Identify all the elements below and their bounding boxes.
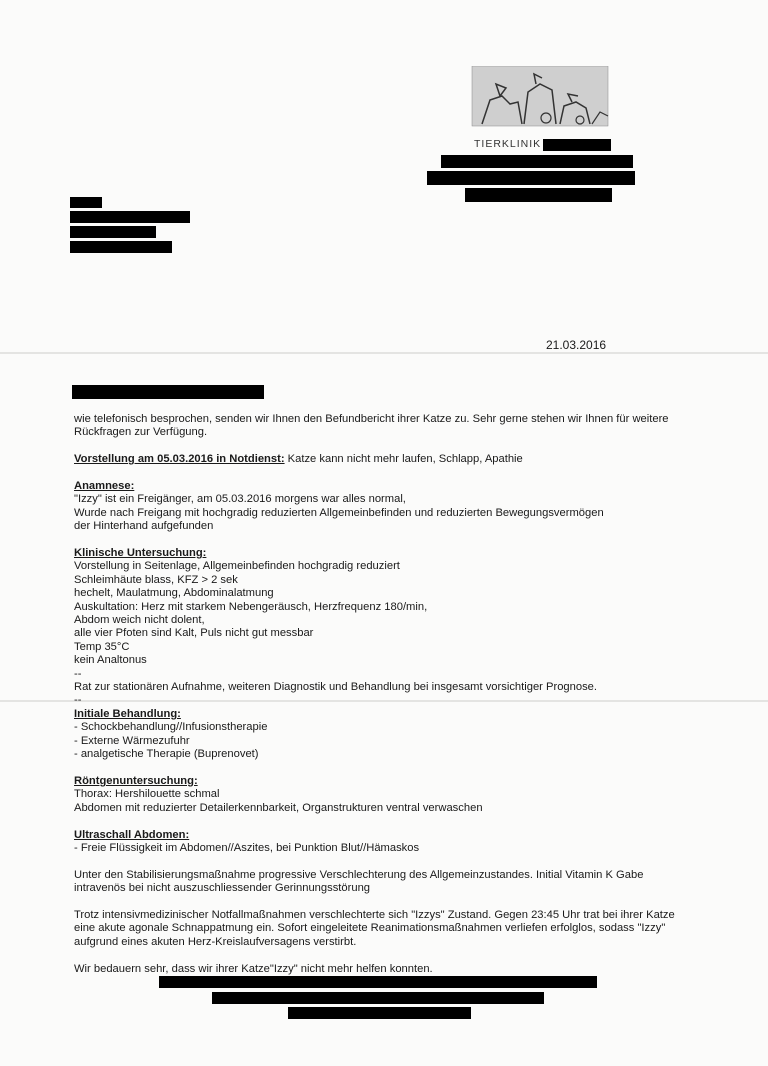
initiale-line: - Externe Wärmezufuhr xyxy=(74,734,190,747)
vorstellung-line xyxy=(74,453,694,466)
clinic-label: TIERKLINIK xyxy=(474,138,542,150)
klinische-line: Abdom weich nicht dolent, xyxy=(74,614,205,627)
redacted-clinic-name xyxy=(543,139,611,151)
klinische-line: hechelt, Maulatmung, Abdominalatmung xyxy=(74,587,274,600)
klinische-line: -- xyxy=(74,667,82,680)
vorstellung-text: Katze kann nicht mehr laufen, Schlapp, Apathie xyxy=(284,453,523,466)
roentgen-line: Thorax: Hershilouette schmal xyxy=(74,788,220,801)
tod-paragraph: Trotz intensivmedizinischer Notfallmaßnahmen verschlechterte sich "Izzys" Zustand. Gegen 23:45 Uhr trat bei ihrer Katze eine akute agonale Schnappatmung ein. Sofort eingeleitete Reanimationsmaßnahmen verliefen erfolglos, sodass "Izzy" aufgrund eines akuten Herz-Kreislaufversagens verstirbt. xyxy=(74,908,675,948)
redacted-recipient-line-2 xyxy=(70,211,190,223)
klinische-heading: Klinische Untersuchung: xyxy=(74,547,207,560)
intro-paragraph: wie telefonisch besprochen, senden wir Ihnen den Befundbericht ihrer Katze zu. Sehr gerne stehen wir Ihnen für weitere Rückfragen zur Verfügung. xyxy=(74,413,669,439)
closing-paragraph: Wir bedauern sehr, dass wir ihrer Katze"Izzy" nicht mehr helfen konnten. xyxy=(74,962,433,975)
roentgen-heading: Röntgenuntersuchung: xyxy=(74,774,198,787)
redacted-clinic-address-3 xyxy=(465,188,612,202)
klinische-line: alle vier Pfoten sind Kalt, Puls nicht gut messbar xyxy=(74,627,314,640)
paper-fold-top xyxy=(0,352,768,354)
letter-body xyxy=(74,413,694,976)
klinische-line: Vorstellung in Seitenlage, Allgemeinbefinden hochgradig reduziert xyxy=(74,560,400,573)
redacted-salutation xyxy=(72,385,264,399)
redacted-recipient-line-3 xyxy=(70,226,156,238)
initiale-line: - Schockbehandlung//Infusionstherapie xyxy=(74,721,268,734)
klinische-line: Rat zur stationären Aufnahme, weiteren Diagnostik und Behandlung bei insgesamt vorsichtiger Prognose. xyxy=(74,681,598,694)
redacted-signature-line-2 xyxy=(212,992,544,1004)
anamnese-heading: Anamnese: xyxy=(74,480,135,492)
roentgen-line: Abdomen mit reduzierter Detailerkennbarkeit, Organstrukturen ventral verwaschen xyxy=(74,801,483,814)
anamnese-line: "Izzy" ist ein Freigänger, am 05.03.2016 morgens war alles normal, xyxy=(74,493,406,506)
klinische-line: Temp 35°C xyxy=(74,640,130,653)
klinische-line: -- xyxy=(74,694,82,707)
redacted-recipient-line-4 xyxy=(70,241,172,253)
initiale-heading: Initiale Behandlung: xyxy=(74,707,181,720)
ultraschall-line: - Freie Flüssigkeit im Abdomen//Aszites, bei Punktion Blut//Hämaskos xyxy=(74,841,420,854)
anamnese-line: der Hinterhand aufgefunden xyxy=(74,520,214,533)
klinische-line: kein Analtonus xyxy=(74,654,147,667)
vorstellung-heading: Vorstellung am 05.03.2016 in Notdienst: xyxy=(74,453,285,466)
redacted-signature-line-1 xyxy=(159,976,597,988)
redacted-recipient-line-1 xyxy=(70,197,102,208)
redacted-clinic-address-1 xyxy=(441,155,633,168)
initiale-line: - analgetische Therapie (Buprenovet) xyxy=(74,748,259,761)
letter-date: 21.03.2016 xyxy=(546,338,607,352)
redacted-clinic-address-2 xyxy=(427,171,635,185)
klinische-line: Auskultation: Herz mit starkem Nebengeräusch, Herzfrequenz 180/min, xyxy=(74,600,428,613)
ultraschall-heading: Ultraschall Abdomen: xyxy=(74,828,190,841)
verlauf-paragraph: Unter den Stabilisierungsmaßnahme progressive Verschlechterung des Allgemeinzustandes. Initial Vitamin K Gabe intravenös bei nicht auszuschliessender Gerinnungsstörung xyxy=(74,868,644,895)
redacted-signature-line-3 xyxy=(288,1007,471,1019)
klinische-line: Schleimhäute blass, KFZ > 2 sek xyxy=(74,573,238,586)
anamnese-line: Wurde nach Freigang mit hochgradig reduzierten Allgemeinbefinden und reduzierten Bewegungsvermögen xyxy=(74,506,604,519)
